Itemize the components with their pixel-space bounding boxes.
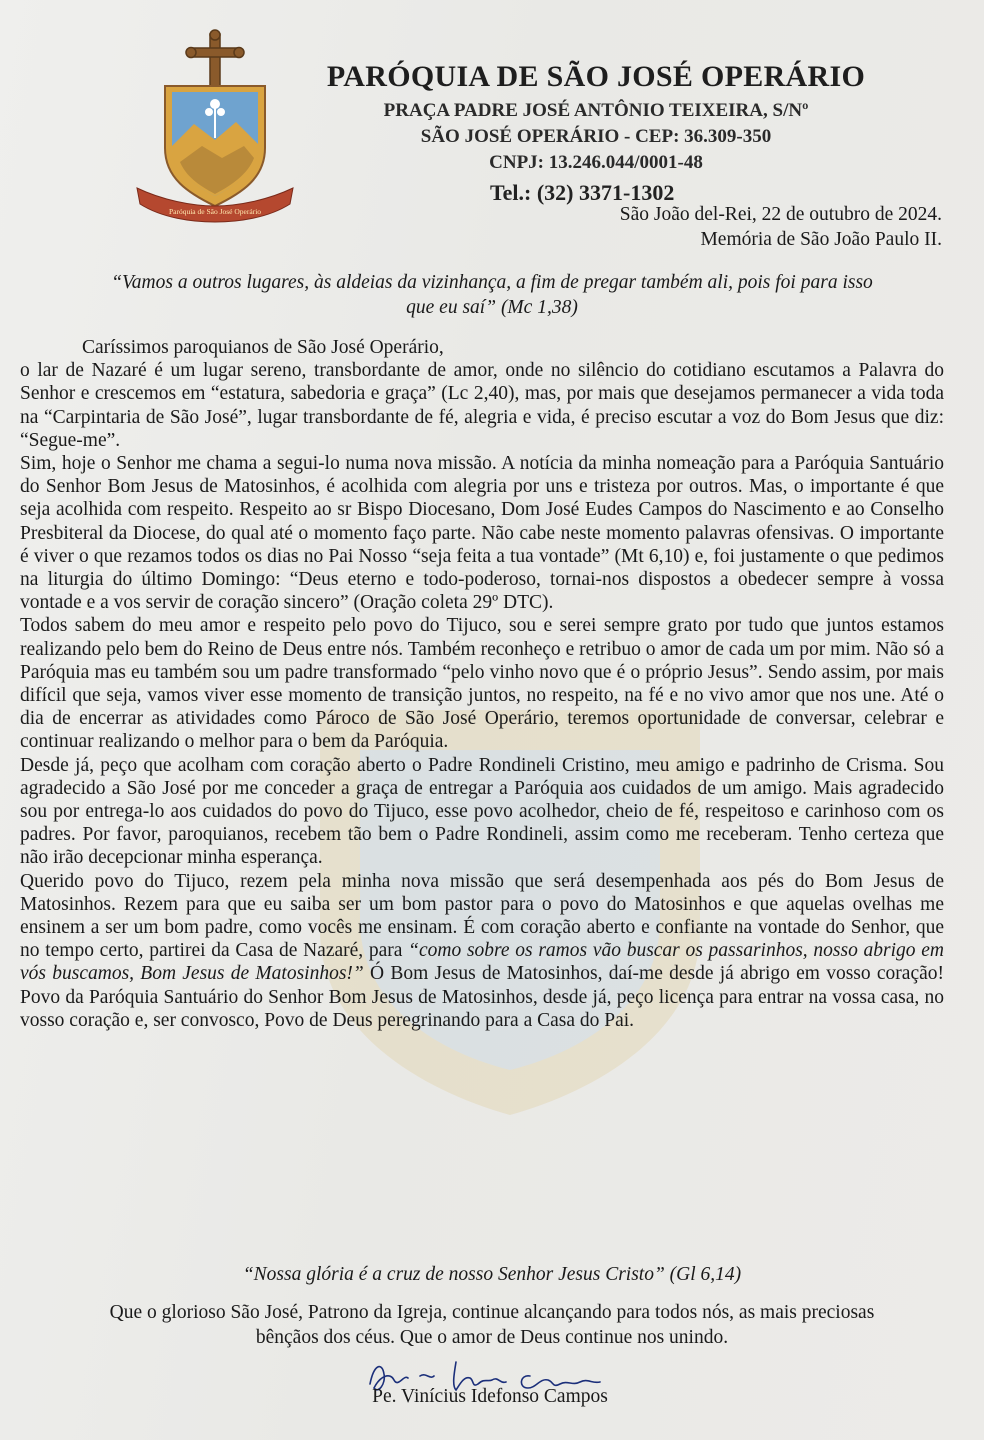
paragraph-5-start: Querido povo do Tijuco, rezem pela minha nova missão que será desempenhada aos pés do Bom Jesus de Matosinhos. Rezem para que eu saiba ser um bom pastor para o povo do Matosinhos e que aquelas ovelhas me ensinem a ser um bom padre, como vocês me ensinam. É com coração aberto e confiante na vontade do Senhor, que no tempo certo, partirei da Casa de Nazaré, para: [20, 870, 944, 962]
epigraph: [20, 270, 964, 320]
paragraph-5-quote: “como sobre os ramos vão buscar os passarinhos, nosso abrigo em vós buscamos, Bom Jesus de Matosinhos!”: [20, 940, 945, 985]
closing-line-1: Que o glorioso São José, Patrono da Igreja, continue alcançando para todos nós, as mais preciosas: [109, 1302, 875, 1323]
memorial-day: Memória de São João Paulo II.: [700, 229, 942, 250]
address-line-1: PRAÇA PADRE JOSÉ ANTÔNIO TEIXEIRA, S/Nº: [383, 100, 809, 121]
paragraph-5-end: Ó Bom Jesus de Matosinhos, daí-me desde já abrigo em vosso coração! Povo da Paróquia Santuário do Senhor Bom Jesus de Matosinhos, desde já, peço licença para entrar na vossa casa, no vosso coração e, ser convosco, Povo de Deus peregrinando para a Casa do Pai.: [20, 963, 945, 1031]
parish-coat-of-arms-icon: [132, 28, 298, 224]
logo-ribbon-text: Paróquia de São José Operário: [168, 207, 262, 216]
closing-blessing: [14, 1300, 970, 1350]
paragraph-3: Todos sabem do meu amor e respeito pelo povo do Tijuco, sou e serei sempre grato por tudo que juntos estamos realizando pelo bem do Reino de Deus entre nós. Também reconheço e retribuo o amor de cada um por mim. Não só a Paróquia mas eu também sou um padre transformado “pelo vinho novo que é o próprio Jesus”. Sendo assim, por mais difícil que seja, vamos viver esse momento de transição juntos, no respeito, na fé e no vivo amor que nos une. Até o dia de encerrar as atividades como Pároco de São José Operário, teremos oportunidade de conversar, celebrar e continuar realizando o melhor para o bem da Paróquia.: [20, 615, 944, 753]
salutation: Caríssimos paroquianos de São José Operário,: [82, 337, 444, 358]
letter-body: [20, 336, 944, 1032]
paragraph-5: [20, 870, 944, 1032]
phone-number: Tel.: (32) 3371-1302: [490, 180, 675, 205]
epigraph-line-2: que eu saí” (Mc 1,38): [406, 297, 578, 318]
paragraph-2: Sim, hoje o Senhor me chama a segui-lo numa nova missão. A notícia da minha nomeação para a Paróquia Santuário do Senhor Bom Jesus de Matosinhos, é acolhida com alegria por uns e tristeza por outros. Mas, o importante é que seja acolhida com respeito. Respeito ao sr Bispo Diocesano, Dom José Eudes Campos do Nascimento e ao Conselho Presbiteral da Diocese, do qual até o momento faço parte. Não cabe neste momento palavras ofensivas. O importante é viver o que rezamos todos os dias no Pai Nosso “seja feita a tua vontade” (Mt 6,10) e, foi justamente o que pedimos na liturgia do último Domingo: “Deus eterno e todo-poderoso, tornai-nos dispostos a obedecer sempre à vossa vontade e a vos servir de coração sincero” (Oração coleta 29º DTC).: [20, 453, 944, 614]
paragraph-4: Desde já, peço que acolham com coração aberto o Padre Rondineli Cristino, meu amigo e padrinho de Crisma. Sou agradecido a São José por me conceder a graça de entregar a Paróquia aos cuidados de um amigo. Mais agradecido sou por entrega-lo aos cuidados do povo do Tijuco, esse povo acolhedor, cheio de fé, respeitoso e carinhoso com os padres. Por favor, paroquianos, recebem tão bem o Padre Rondineli, assim como me receberam. Tenho certeza que não irão decepcionar minha esperança.: [20, 754, 944, 869]
place-date: São João del-Rei, 22 de outubro de 2024.: [619, 204, 942, 225]
dateline: [620, 202, 942, 252]
parish-name: PARÓQUIA DE SÃO JOSÉ OPERÁRIO: [326, 60, 866, 93]
letterhead: [296, 56, 896, 176]
cnpj: CNPJ: 13.246.044/0001-48: [489, 152, 703, 173]
closing-quote: “Nossa glória é a cruz de nosso Senhor Jesus Cristo” (Gl 6,14): [242, 1264, 742, 1285]
signatory-name: Pe. Vinícius Idefonso Campos: [372, 1386, 608, 1407]
closing-line-2: bênçãos dos céus. Que o amor de Deus continue nos unindo.: [255, 1327, 729, 1348]
paragraph-1: o lar de Nazaré é um lugar sereno, transbordante de amor, onde no silêncio do cotidiano escutamos a Palavra do Senhor e crescemos em “estatura, sabedoria e graça” (Lc 2,40), mas, por mais que desejamos permanecer a vida toda na “Carpintaria de São José”, lugar transbordante de fé, alegria e vida, é preciso escutar a voz do Bom Jesus que diz: “Segue-me”.: [20, 360, 944, 451]
address-line-2: SÃO JOSÉ OPERÁRIO - CEP: 36.309-350: [420, 126, 772, 147]
epigraph-line-1: “Vamos a outros lugares, às aldeias da vizinhança, a fim de pregar também ali, pois foi para isso: [111, 272, 873, 293]
